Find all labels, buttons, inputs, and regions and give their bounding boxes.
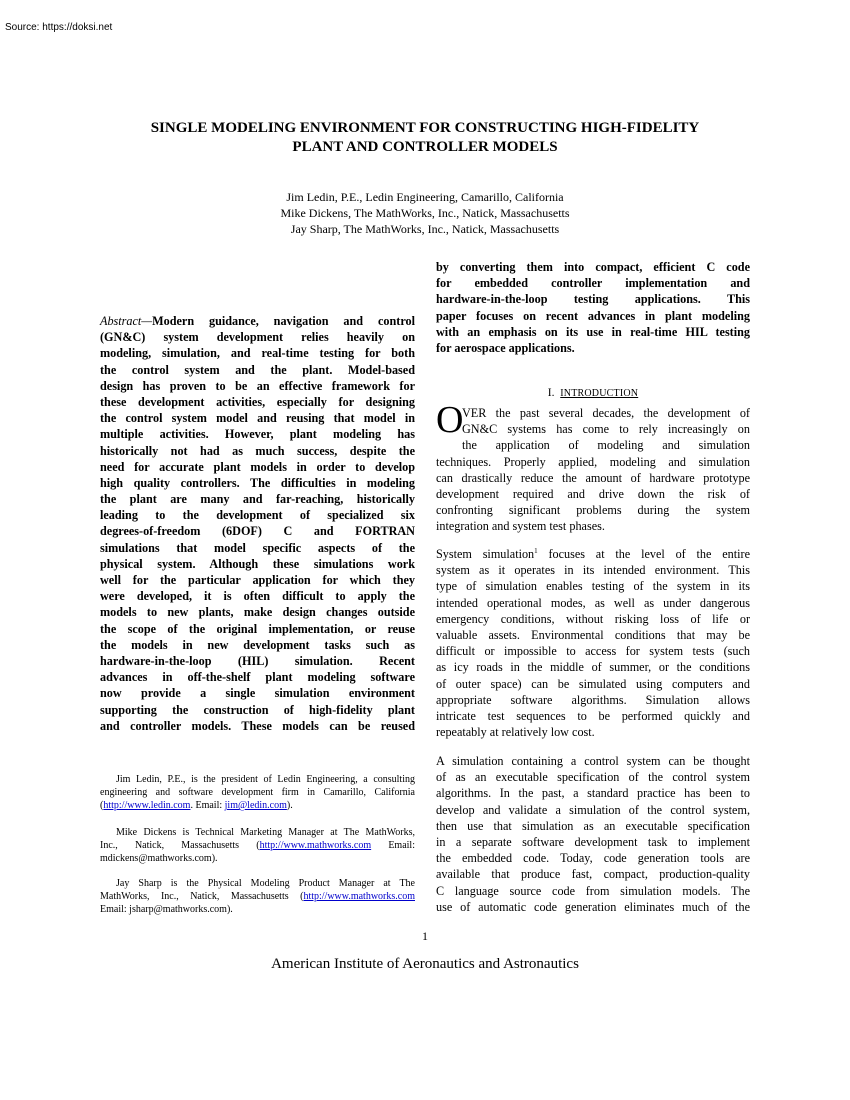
abstract-line: simulations that model specific aspects of the xyxy=(100,540,415,555)
footnote-line: Mike Dickens is Technical Marketing Manager at The MathWorks, xyxy=(116,827,415,838)
footnote-line: mdickens@mathworks.com). xyxy=(100,853,218,864)
abstract-line: for aerospace applications. xyxy=(436,340,575,355)
body-line: intended operational modes, as well as under dangerous xyxy=(436,595,750,610)
paper-title xyxy=(80,119,770,157)
page-number: 1 xyxy=(422,929,428,943)
abstract-first: Modern guidance, navigation and control xyxy=(152,314,415,328)
footnote-dickens xyxy=(100,826,415,865)
abstract-line: these development activities, especially for designing xyxy=(100,394,415,409)
body-line: as icy roads in the middle of summer, or the conditions xyxy=(436,660,750,675)
abstract-line: physical system. Although these simulations work xyxy=(100,556,415,571)
abstract-line: hardware-in-the-loop (HIL) simulation. Recent xyxy=(100,653,415,668)
body-line: develop and validate a simulation of the control system, xyxy=(436,802,750,817)
body-line: A simulation containing a control system can be thought xyxy=(436,754,750,768)
footnote-text: ). xyxy=(286,800,293,811)
body-line: algorithms. In the past, a standard practice has been to xyxy=(436,786,750,801)
footnote-text: . Email: xyxy=(190,800,225,811)
footnote-ledin xyxy=(100,773,415,812)
body-line: use of automatic code generation eliminates much of the xyxy=(436,899,750,914)
ledin-url-link[interactable]: http://www.ledin.com xyxy=(103,800,191,811)
body-line: difficult or impossible to access for system tests (such xyxy=(436,644,750,659)
author-list xyxy=(150,189,700,237)
abstract-continuation xyxy=(436,259,750,356)
section-title: INTRODUCTION xyxy=(560,388,639,399)
body-line: repeatably at relatively low cost. xyxy=(436,725,595,740)
body-line: intricate test sequences to be performed quickly and xyxy=(436,708,750,723)
body-line: appropriate software algorithms. Simulation allows xyxy=(436,692,750,707)
abstract-line: for embedded controller implementation and xyxy=(436,276,750,291)
body-line: emergency conditions, without risking loss of life or xyxy=(436,611,750,626)
body-line: available that produce fast, compact, production-quality xyxy=(436,867,750,882)
footnote-sharp xyxy=(100,877,415,916)
footnote-line: engineering and software development firm in Camarillo, California xyxy=(100,787,415,798)
abstract-line: degrees-of-freedom (6DOF) C and FORTRAN xyxy=(100,524,415,539)
abstract-line: (GN&C) system development relies heavily on xyxy=(100,330,415,345)
body-line: then use that simulation as an executable specification xyxy=(436,818,750,833)
body-line: integration and system test phases. xyxy=(436,519,605,534)
body-line: development required and drive down the risk of xyxy=(436,486,750,501)
para2-pre: System simulation xyxy=(436,547,535,561)
control-system-paragraph xyxy=(436,753,750,915)
abstract-line: the plant are many and far-reaching, historically xyxy=(100,492,415,507)
abstract-line: by converting them into compact, efficient C code xyxy=(436,260,750,274)
drop-cap: O xyxy=(436,399,464,441)
body-line: the embedded code. Today, code generation tools are xyxy=(436,851,750,866)
body-line: of outer space) can be simulated using computers and xyxy=(436,676,750,691)
body-line: the application of modeling and simulation xyxy=(462,438,750,453)
title-line-1: SINGLE MODELING ENVIRONMENT FOR CONSTRUCTING HIGH-FIDELITY xyxy=(150,120,700,136)
body-line: valuable assets. Environmental conditions that may be xyxy=(436,627,750,642)
abstract-line: supporting the construction of high-fidelity plant xyxy=(100,702,415,717)
body-line: VER the past several decades, the development of xyxy=(462,406,750,420)
intro-paragraph xyxy=(436,405,750,535)
footnote-line: Jim Ledin, P.E., is the president of Ledin Engineering, a consulting xyxy=(116,774,415,785)
footnote-text: ( xyxy=(100,800,104,811)
source-note: Source: https://doksi.net xyxy=(5,22,113,33)
para2-post: focuses at the level of the entire xyxy=(537,547,750,561)
abstract-line: the control system model and reusing that model in xyxy=(100,411,415,426)
body-line: of as an executable specification of the control system xyxy=(436,770,750,785)
abstract-line: and controller models. These models can be reused xyxy=(100,718,415,733)
page-footer: American Institute of Aeronautics and Astronautics xyxy=(271,956,579,972)
abstract-line: high quality controllers. The difficulties in modeling xyxy=(100,475,415,490)
abstract-line: well for the particular application for which they xyxy=(100,573,415,587)
body-line: can drastically reduce the amount of hardware prototype xyxy=(436,470,750,485)
section-number: I. xyxy=(547,387,555,399)
abstract-line: paper focuses on recent advances in plant modeling xyxy=(436,308,750,323)
abstract-line: the scope of the original implementation, or reuse xyxy=(100,621,415,636)
abstract-line: models to new plants, make design changes outside xyxy=(100,605,415,620)
abstract-line: were developed, it is often difficult to apply the xyxy=(100,589,415,604)
abstract-line: with an emphasis on its use in real-time HIL testing xyxy=(436,324,750,339)
abstract-line: the models in new development tasks such as xyxy=(100,637,415,652)
body-line: confronting significant problems during the system xyxy=(436,503,750,518)
system-simulation-paragraph xyxy=(436,546,750,740)
body-line: in a separate software development task to implement xyxy=(436,834,750,849)
title-line-2: PLANT AND CONTROLLER MODELS xyxy=(292,139,558,155)
abstract-line: advances in off-the-shelf plant modeling software xyxy=(100,670,415,685)
footnote-line xyxy=(100,890,415,903)
footnote-text: Inc., Natick, Massachusetts ( xyxy=(100,840,260,851)
footnote-text: Email: xyxy=(371,840,415,851)
footnote-text: MathWorks, Inc., Natick, Massachusetts ( xyxy=(100,891,304,902)
footnote-mark: 1 xyxy=(534,546,538,555)
abstract-line: need for accurate plant models in order to develop xyxy=(100,459,415,474)
author-1: Jim Ledin, P.E., Ledin Engineering, Camarillo, California xyxy=(286,190,564,204)
abstract-line: hardware-in-the-loop testing applications. This xyxy=(436,292,750,307)
author-2: Mike Dickens, The MathWorks, Inc., Natick, Massachusetts xyxy=(280,206,570,220)
abstract-line: multiple activities. However, plant modeling has xyxy=(100,427,415,442)
ledin-email-link[interactable]: jim@ledin.com xyxy=(224,800,287,811)
body-line: type of simulation enables testing of the system in its xyxy=(436,579,750,594)
abstract-line: modeling, simulation, and real-time testing for both xyxy=(100,346,415,361)
abstract-line: historically not had as much success, despite the xyxy=(100,443,415,458)
footnote-line: Jay Sharp is the Physical Modeling Product Manager at The xyxy=(116,878,415,889)
author-3: Jay Sharp, The MathWorks, Inc., Natick, Massachusetts xyxy=(290,222,560,236)
body-line: GN&C systems has come to rely increasingly on xyxy=(462,422,750,437)
abstract-lead: Abstract— xyxy=(100,314,153,328)
body-line xyxy=(436,546,750,562)
footnote-line xyxy=(100,839,415,852)
abstract-line xyxy=(100,313,415,329)
abstract xyxy=(100,313,415,734)
abstract-line: now provide a single simulation environment xyxy=(100,686,415,701)
abstract-line: design has proven to be an effective framework for xyxy=(100,378,415,393)
body-line: techniques. Properly applied, modeling and simulation xyxy=(436,454,750,469)
footnote-line: Email: jsharp@mathworks.com). xyxy=(100,904,233,915)
mathworks-url-link[interactable]: http://www.mathworks.com xyxy=(303,891,415,902)
body-line: system as it operates in its intended environment. This xyxy=(436,563,750,578)
mathworks-url-link[interactable]: http://www.mathworks.com xyxy=(259,840,372,851)
abstract-line: the control system and the plant. Model-based xyxy=(100,362,415,377)
section-heading xyxy=(436,385,750,402)
abstract-line: leading to the development of specialized six xyxy=(100,508,415,523)
body-line: C language source code from simulation models. The xyxy=(436,883,750,898)
footnote-line xyxy=(100,799,415,812)
